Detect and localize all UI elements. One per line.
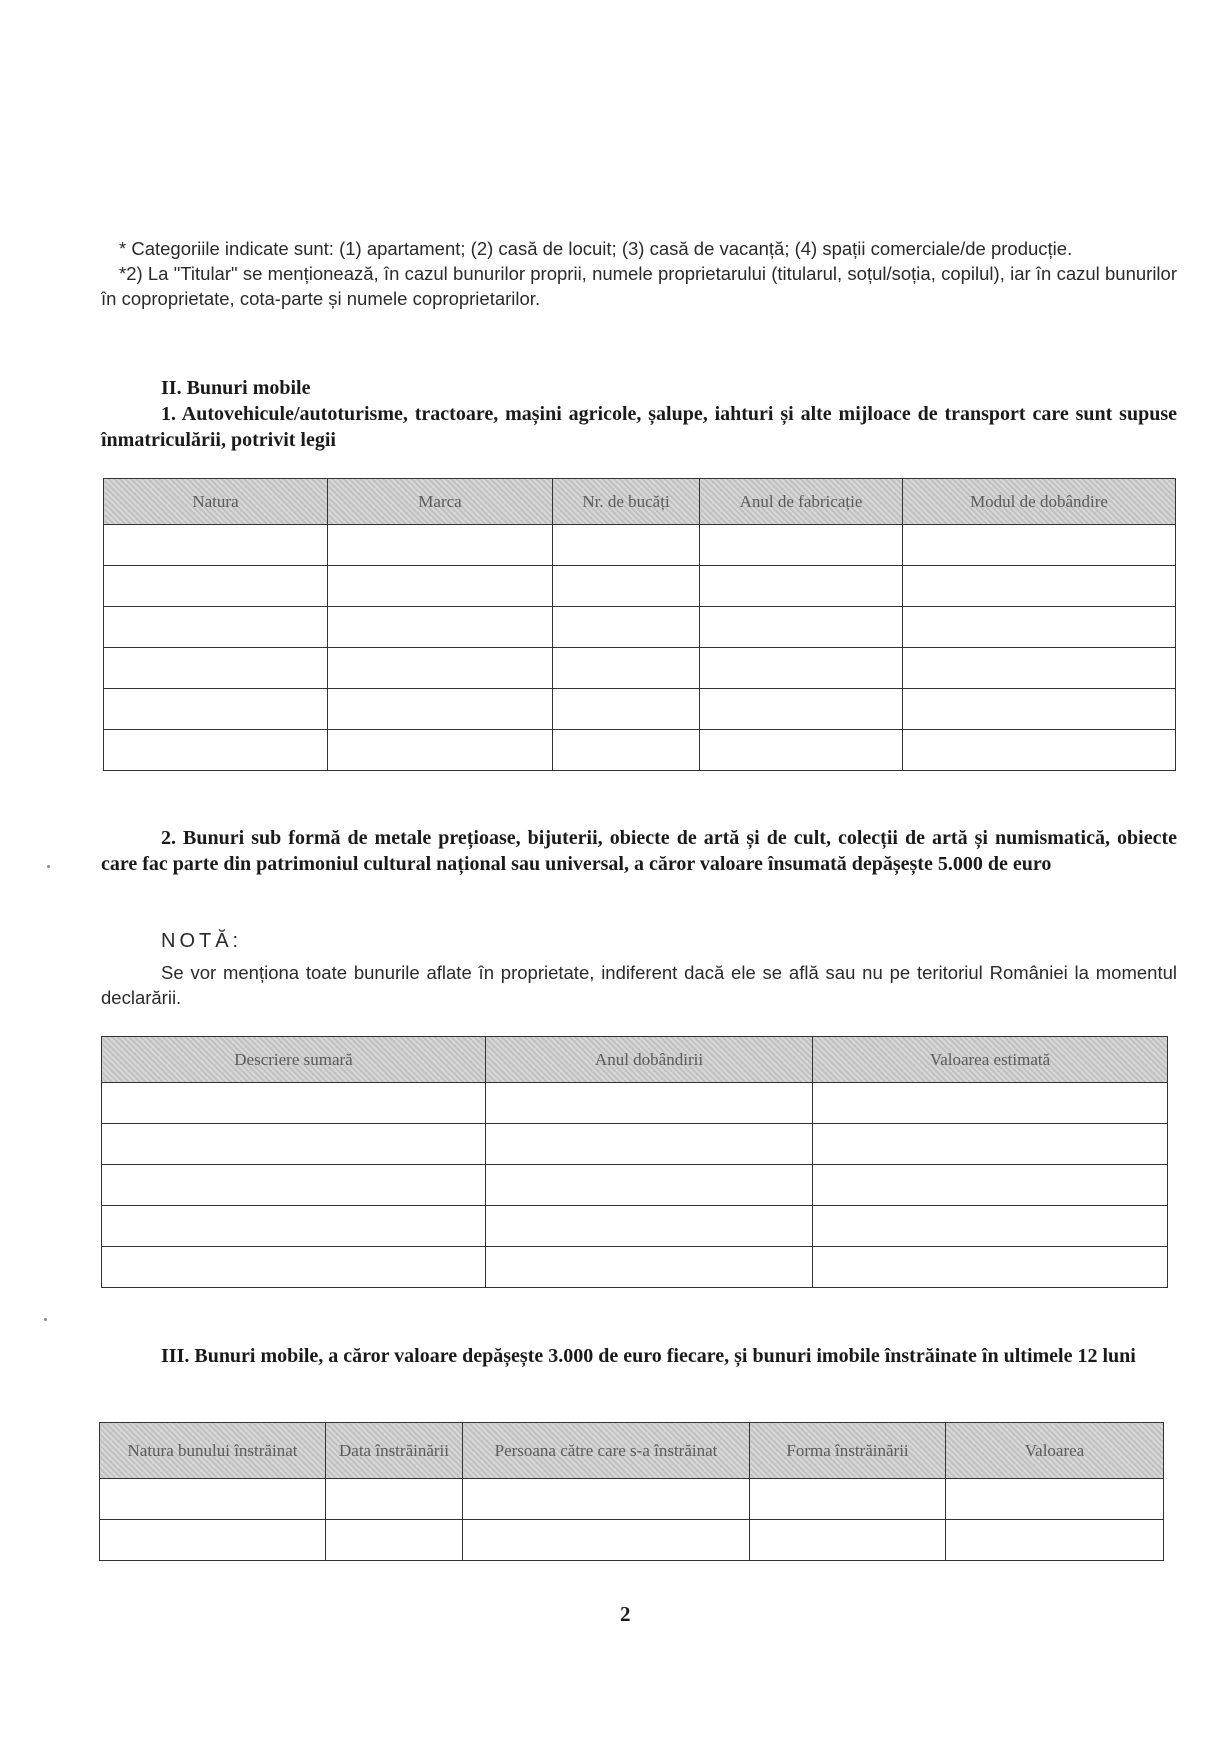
table-row — [100, 1520, 1164, 1561]
empty-cell[interactable] — [104, 730, 328, 771]
empty-cell[interactable] — [104, 607, 328, 648]
empty-cell[interactable] — [486, 1206, 813, 1247]
empty-cell[interactable] — [328, 607, 553, 648]
empty-cell[interactable] — [813, 1206, 1168, 1247]
empty-cell[interactable] — [104, 566, 328, 607]
empty-cell[interactable] — [553, 730, 700, 771]
table-row — [104, 730, 1176, 771]
empty-cell[interactable] — [903, 566, 1176, 607]
header-natura: Natura — [104, 479, 328, 525]
empty-cell[interactable] — [903, 607, 1176, 648]
empty-cell[interactable] — [553, 566, 700, 607]
header-valoarea-estimata: Valoarea estimată — [813, 1037, 1168, 1083]
empty-cell[interactable] — [903, 525, 1176, 566]
table-row — [104, 689, 1176, 730]
header-modul-dobandire: Modul de dobândire — [903, 479, 1176, 525]
empty-cell[interactable] — [750, 1479, 946, 1520]
table-row — [102, 1165, 1168, 1206]
empty-cell[interactable] — [100, 1479, 326, 1520]
empty-cell[interactable] — [102, 1165, 486, 1206]
section-ii-sub1 — [101, 401, 1177, 453]
empty-cell[interactable] — [750, 1520, 946, 1561]
empty-cell[interactable] — [104, 648, 328, 689]
empty-cell[interactable] — [813, 1124, 1168, 1165]
empty-cell[interactable] — [700, 689, 903, 730]
empty-cell[interactable] — [903, 730, 1176, 771]
empty-cell[interactable] — [700, 730, 903, 771]
empty-cell[interactable] — [903, 648, 1176, 689]
empty-cell[interactable] — [700, 648, 903, 689]
header-natura-bunului: Natura bunului înstrăinat — [100, 1423, 326, 1479]
empty-cell[interactable] — [946, 1520, 1164, 1561]
table-row — [100, 1479, 1164, 1520]
footnotes — [101, 236, 1177, 311]
table-row — [102, 1247, 1168, 1288]
empty-cell[interactable] — [486, 1165, 813, 1206]
header-data-instrainarii: Data înstrăinării — [326, 1423, 463, 1479]
empty-cell[interactable] — [328, 648, 553, 689]
empty-cell[interactable] — [813, 1083, 1168, 1124]
valuables-table — [101, 1036, 1168, 1288]
header-anul-fabricatie: Anul de fabricație — [700, 479, 903, 525]
empty-cell[interactable] — [486, 1124, 813, 1165]
footnote-categories: * Categoriile indicate sunt: (1) apartament; (2) casă de locuit; (3) casă de vacanță; (4) spații comerciale/de producție. — [119, 238, 1073, 259]
empty-cell[interactable] — [328, 566, 553, 607]
nota-title — [161, 930, 1177, 953]
table-row — [104, 525, 1176, 566]
header-valoarea: Valoarea — [946, 1423, 1164, 1479]
header-anul-dobandirii: Anul dobândirii — [486, 1037, 813, 1083]
empty-cell[interactable] — [946, 1479, 1164, 1520]
empty-cell[interactable] — [553, 525, 700, 566]
section-iii-title: III. Bunuri mobile, a căror valoare depășește 3.000 de euro fiecare, și bunuri imobile înstrăinate în ultimele 12 luni — [161, 1345, 1136, 1367]
empty-cell[interactable] — [328, 730, 553, 771]
header-marca: Marca — [328, 479, 553, 525]
empty-cell[interactable] — [102, 1247, 486, 1288]
empty-cell[interactable] — [813, 1165, 1168, 1206]
empty-cell[interactable] — [553, 689, 700, 730]
empty-cell[interactable] — [328, 689, 553, 730]
empty-cell[interactable] — [813, 1247, 1168, 1288]
empty-cell[interactable] — [700, 525, 903, 566]
table-row — [104, 648, 1176, 689]
empty-cell[interactable] — [700, 607, 903, 648]
empty-cell[interactable] — [102, 1083, 486, 1124]
empty-cell[interactable] — [553, 648, 700, 689]
header-nr-bucati: Nr. de bucăți — [553, 479, 700, 525]
empty-cell[interactable] — [100, 1520, 326, 1561]
vehicles-table — [103, 478, 1176, 771]
empty-cell[interactable] — [102, 1206, 486, 1247]
section-ii-sub2 — [101, 825, 1177, 877]
nota-text — [101, 960, 1177, 1010]
empty-cell[interactable] — [486, 1247, 813, 1288]
empty-cell[interactable] — [463, 1520, 750, 1561]
footnote-titular: *2) La "Titular" se menționează, în cazul bunurilor proprii, numele proprietarului (titularul, soțul/soția, copilul), iar în cazul bunurilor în coproprietate, cota-parte și numele coproprietarilor. — [101, 263, 1177, 309]
valuables-table-body — [102, 1083, 1168, 1288]
empty-cell[interactable] — [903, 689, 1176, 730]
table-row — [102, 1206, 1168, 1247]
empty-cell[interactable] — [328, 525, 553, 566]
table-row — [104, 566, 1176, 607]
header-descriere: Descriere sumară — [102, 1037, 486, 1083]
sub2-text: 2. Bunuri sub formă de metale prețioase, bijuterii, obiecte de artă și de cult, colecții de artă și numismatică, obiecte care fac parte din patrimoniul cultural național sau universal, a căror valoare însumată depășește 5.000 de euro — [101, 827, 1177, 875]
nota-text-body: Se vor menționa toate bunurile aflate în proprietate, indiferent dacă ele se află sau nu pe teritoriul României la momentul declarării. — [101, 962, 1177, 1008]
table-row — [102, 1083, 1168, 1124]
table-row — [104, 607, 1176, 648]
header-forma-instrainarii: Forma înstrăinării — [750, 1423, 946, 1479]
empty-cell[interactable] — [104, 689, 328, 730]
empty-cell[interactable] — [463, 1479, 750, 1520]
section-ii-title: II. Bunuri mobile — [161, 377, 311, 399]
scan-speck — [44, 1318, 47, 1321]
page-number: 2 — [620, 1602, 631, 1626]
section-iii — [101, 1343, 1177, 1369]
vehicles-table-body — [104, 525, 1176, 771]
alienated-table — [99, 1422, 1164, 1561]
empty-cell[interactable] — [553, 607, 700, 648]
empty-cell[interactable] — [326, 1520, 463, 1561]
empty-cell[interactable] — [102, 1124, 486, 1165]
empty-cell[interactable] — [486, 1083, 813, 1124]
table-row — [102, 1124, 1168, 1165]
empty-cell[interactable] — [104, 525, 328, 566]
nota-title-text: NOTĂ: — [161, 930, 243, 952]
header-persoana: Persoana către care s-a înstrăinat — [463, 1423, 750, 1479]
empty-cell[interactable] — [700, 566, 903, 607]
empty-cell[interactable] — [326, 1479, 463, 1520]
sub1-text: 1. Autovehicule/autoturisme, tractoare, mașini agricole, șalupe, iahturi și alte mijloace de transport care sunt supuse înmatriculării, potrivit legii — [101, 403, 1177, 451]
alienated-table-body — [100, 1479, 1164, 1561]
scan-speck — [47, 865, 50, 868]
